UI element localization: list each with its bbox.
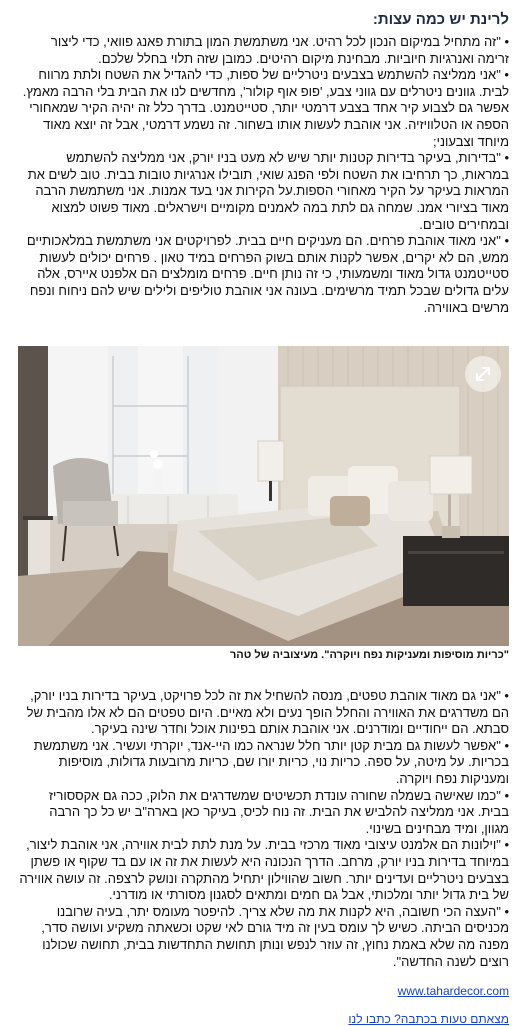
tip-mirrors: • "בדירות, בעיקר בדירות קטנות יותר שיש לא מעט בניו יורק, אני ממליצה להשתמש במראות, כך תרחיבו את השטח ולפי הפנג שואי, תובילו אנרגיות טובות בבית. טוב לשים את המראות בעיקר על הקיר מאחורי הספות.על הקירות אני בעד אמנות. אני משתמשת הרבה מאוד בציורי אמנ. שמחה גם לתת במה לאמנים מקומיים וישראלים. מאוד פשוט למצוא ובמחירים טובים.	[27, 150, 509, 232]
tip-flowers: • "אני מאוד אוהבת פרחים. הם מעניקים חיים בבית. לפרויקטים אני משתמשת במלאכותיים ממש, הם לא יקרים, אפשר לקנות אותם בשוק הפרחים במיד טאון . פרחים יכולים לעשות סטייטמנט גדול מאוד ומשמעותי, כי זה נותן חיים. פרחים מומלצים הם אלפנט איירס, אלה עלים גדולים שבכל תמיד מרשימים. בעונה אני אוהבת טוליפים ולילים שיש להם ניחוח ונפח מרשים באווירה.	[26, 233, 509, 315]
photo-caption: "כריות מוסיפות ומעניקות נפח ויוקרה". מעיצוביה של טהר	[229, 649, 509, 662]
tip-wallpaper: • "אני גם מאוד אוהבת טפטים, מנסה להשחיל את זה לכל פרויקט, בעיקר בדירות בניו יורק, הם משדרגים את האווירה והחלל הופך נעים ולא מאיים. היום טפטים הם לא אלו מהבית של סבתא. הם ייחודיים ומודרנים. אני אוהבת אותם בפינות אוכל וחדר שינה בעיקר.	[26, 688, 509, 737]
tip-accessories: • "כמו שאישה בשמלה שחורה עונדת תכשיטים שמשדרגים את הלוק, ככה גם אקססוריז בבית. אני ממליצה להלביש את הבית. זה נוח לכיס, בעיקר כאן בארה"ב יש כל כך הרבה מגוון, ומיד מבחינים בשינוי.	[48, 787, 509, 836]
bedroom-photo[interactable]	[18, 346, 509, 646]
bedroom-illustration	[18, 346, 509, 646]
expand-arrows-icon	[472, 363, 494, 385]
tips-section-2	[18, 688, 509, 970]
tip-declutter: • "העצה הכי חשובה, היא לקנות את מה שלא צריך. להיפטר מעומס יתר, בעיה שרובנו מכניסים הביתה. כשיש לך עומס בעין זה מיד גורם לאי שקט וכשאתה משקיע ועושה סדר, מפנה מה שלא באמת נחוץ, זה עוזר לנפש ונותן תחושת התחדשות בבית, תחושה שכולנו רוצים לשנה החדשה".	[41, 903, 509, 969]
tip-pillows: • "אפשר לעשות גם מבית קטן יותר חלל שנראה כמו היי-אנד, יוקרתי ועשיר. אני משתמשת בכריות. על מיטה, על ספה. כריות נוי, כריות יורו שם, כריות מרובעות גדולות, מוסיפות ומעניקות נפח ויוקרה.	[33, 737, 509, 787]
expand-photo-button[interactable]	[465, 356, 501, 392]
tip-neutral-colors: • "אני ממליצה להשתמש בצבעים ניטרליים של ספות, כדי להגדיל את השטח ולתת מרווח לבית. גוונים ניטרלים עם גווני צבע, 'פופ אוף קולור', מחדשים לנו את הבית בלי הרבה מאמץ. אפשר גם לצבוע קיר אחד בצבע דרמטי יותר, סטייטמנט. בדרך כלל זה יהיה הקיר שמאחורי הספה או הטלוויזיה. אני אוהבת לעשות אותו בשחור. זה נשמע דרמטי, אבל זה יוצא מאוד מיוחד וצבעוני;	[22, 67, 509, 149]
article	[18, 0, 509, 1026]
website-link[interactable]: www.tahardecor.com	[397, 984, 509, 999]
report-error-link[interactable]: מצאתם טעות בכתבה? כתבו לנו	[348, 1012, 509, 1026]
tip-curtains: • "וילונות הם אלמנט עיצובי מאוד מרכזי בבית. על מנת לתת לבית אווירה, אני אוהבת ליצור, במיוחד בדירות בניו יורק, מרחב. הדרך הנכונה היא לעשות את זה או עם בד שקוף או פשתן בצבעים ניטרליים ועדינים יותר. חשוב שהווילון יתחיל מהתקרה ונושק לרצפה. זה עושה אווירה של בית גדול יותר ומלכותי, אבל גם חמים ומתאים לסגנון מסורתי או מודרני.	[19, 837, 509, 903]
tip-placement: • "זה מתחיל במיקום הנכון לכל רהיט. אני משתמשת המון בתורת פאנג פוואי, כדי ליצור זרימה ואנרגיות חיוביות. מבחינת מיקום רהיטים. כמובן שזה תלוי בחלל שלכם.	[50, 34, 509, 66]
tips-heading: לרינת יש כמה עצות:	[372, 11, 509, 28]
